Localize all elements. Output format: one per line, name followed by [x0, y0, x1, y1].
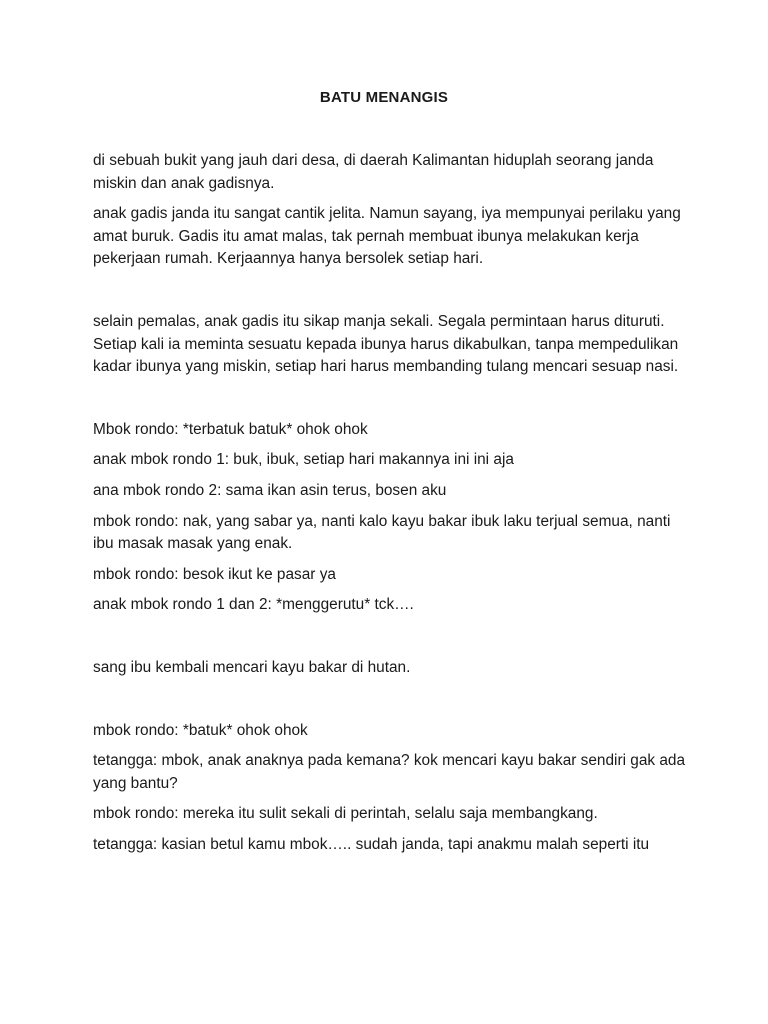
paragraph-description: anak gadis janda itu sangat cantik jelita. Namun sayang, iya mempunyai perilaku yang amat buruk. Gadis itu amat malas, tak pernah membuat ibunya melakukan kerja pekerjaan rumah. Kerjaannya hanya bersolek setiap hari.: [93, 205, 681, 268]
dialogue-line: tetangga: mbok, anak anaknya pada kemana? kok mencari kayu bakar sendiri gak ada yang bantu?: [93, 752, 686, 792]
paragraph-behavior: selain pemalas, anak gadis itu sikap manja sekali. Segala permintaan harus dituruti. Setiap kali ia meminta sesuatu kepada ibunya harus dikabulkan, tanpa mempedulikan kadar ibunya yang miskin, setiap hari harus membanding tulang mencari sesuap nasi.: [93, 312, 679, 376]
dialogue-line: mbok rondo: besok ikut ke pasar ya: [93, 565, 336, 583]
document-title: BATU MENANGIS: [319, 89, 449, 106]
dialogue-line: tetangga: kasian betul kamu mbok….. sudah janda, tapi anakmu malah seperti itu: [93, 835, 650, 853]
dialogue-line: Mbok rondo: *terbatuk batuk* ohok ohok: [93, 420, 368, 438]
narration-line: sang ibu kembali mencari kayu bakar di hutan.: [93, 658, 411, 676]
dialogue-line: anak mbok rondo 1 dan 2: *menggerutu* tck….: [93, 596, 414, 614]
dialogue-line: mbok rondo: *batuk* ohok ohok: [93, 721, 308, 739]
dialogue-line: ana mbok rondo 2: sama ikan asin terus, bosen aku: [93, 481, 447, 499]
dialogue-line: anak mbok rondo 1: buk, ibuk, setiap hari makannya ini ini aja: [93, 451, 514, 469]
document-body: [93, 150, 693, 856]
dialogue-line: mbok rondo: nak, yang sabar ya, nanti kalo kayu bakar ibuk laku terjual semua, nanti ibu masak masak yang enak.: [93, 512, 671, 553]
dialogue-line: mbok rondo: mereka itu sulit sekali di perintah, selalu saja membangkang.: [93, 805, 598, 823]
paragraph-intro: di sebuah bukit yang jauh dari desa, di daerah Kalimantan hiduplah seorang janda miskin dan anak gadisnya.: [93, 152, 654, 192]
